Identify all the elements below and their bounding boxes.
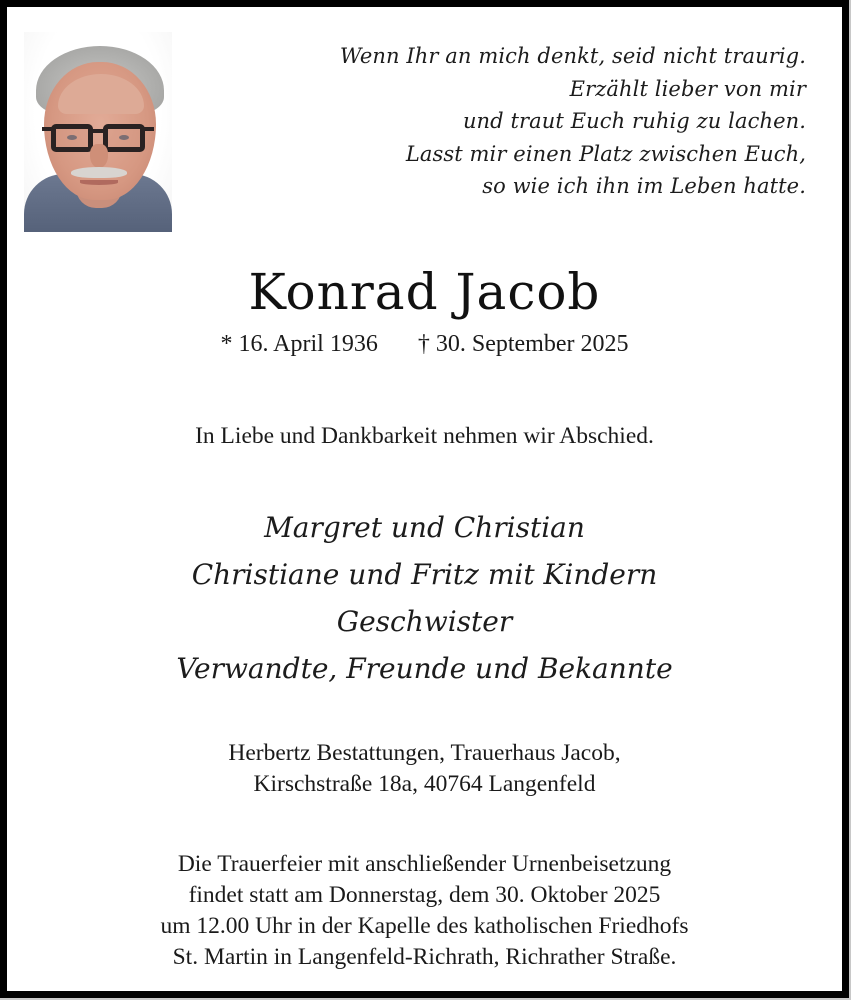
funeral-home-address [7, 738, 842, 800]
ceremony-line: findet statt am Donnerstag, dem 30. Oktober 2025 [188, 882, 661, 908]
farewell-statement: In Liebe und Dankbarkeit nehmen wir Abschied. [195, 423, 654, 449]
mourner-line: Margret und Christian [264, 511, 585, 544]
photo-nose [90, 144, 108, 168]
portrait-photo [24, 32, 172, 232]
ceremony-line: Die Trauerfeier mit anschließender Urnenbeisetzung [177, 851, 672, 877]
glasses-lens-right [103, 124, 145, 152]
funeral-home-line: Kirschstraße 18a, 40764 Langenfeld [253, 771, 596, 797]
photo-mouth [80, 180, 118, 185]
mourner-line: Christiane und Fritz mit Kindern [191, 558, 658, 591]
poem-line: Wenn Ihr an mich denkt, seid nicht traurig. [339, 44, 806, 68]
poem-line: und traut Euch ruhig zu lachen. [462, 109, 806, 133]
mourners-list [7, 504, 842, 692]
funeral-home-line: Herbertz Bestattungen, Trauerhaus Jacob, [228, 740, 621, 766]
poem-line: Lasst mir einen Platz zwischen Euch, [405, 141, 806, 166]
deceased-name: Konrad Jacob [248, 263, 601, 321]
glasses-lens-left [51, 124, 93, 152]
poem-line: so wie ich ihn im Leben hatte. [482, 174, 806, 198]
ceremony-line: um 12.00 Uhr in der Kapelle des katholischen Friedhofs [160, 913, 689, 939]
mourner-line: Geschwister [336, 605, 513, 638]
ceremony-line: St. Martin in Langenfeld-Richrath, Richrather Straße. [172, 944, 677, 970]
ceremony-details [7, 849, 842, 973]
memorial-poem [340, 40, 806, 203]
death-date: † 30. September 2025 [417, 331, 629, 357]
poem-line: Erzählt lieber von mir [569, 76, 806, 101]
birth-date: * 16. April 1936 [220, 331, 378, 357]
glasses-temple-right [144, 127, 154, 131]
life-dates [7, 328, 842, 360]
mourner-line: Verwandte, Freunde und Bekannte [176, 652, 673, 685]
photo-mustache [71, 167, 127, 178]
